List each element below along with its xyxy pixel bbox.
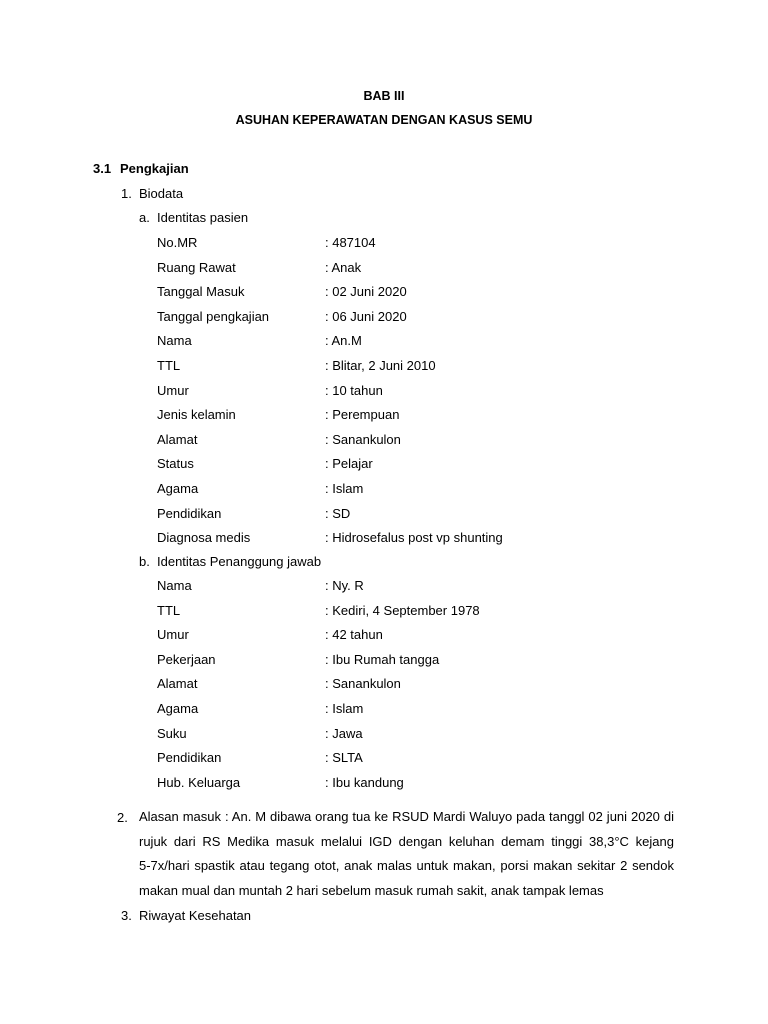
- field-value: : 487104: [325, 235, 376, 250]
- field-value: : 42 tahun: [325, 627, 383, 643]
- sub-a-label: Identitas pasien: [157, 210, 249, 225]
- field-value: : Ny. R: [325, 578, 364, 593]
- field-value: : SLTA: [325, 750, 363, 766]
- field-value: : 02 Juni 2020: [325, 284, 407, 300]
- field-label: Pendidikan: [157, 505, 222, 521]
- field-value: : Ibu Rumah tangga: [325, 651, 440, 667]
- sub-b-letter: b.: [139, 554, 150, 569]
- sub-b-label: Identitas Penanggung jawab: [157, 554, 322, 569]
- field-label: Pekerjaan: [157, 651, 216, 667]
- field-value: : An.M: [325, 333, 362, 349]
- paragraph-line: Alasan masuk : An. M dibawa orang tua ke RSUD Mardi Waluyo pada tanggl 02 juni 2020 di: [139, 809, 674, 824]
- field-label: TTL: [157, 602, 181, 618]
- paragraph-line: makan mual dan muntah 2 hari sebelum masuk rumah sakit, anak tampak lemas: [139, 882, 604, 898]
- field-label: Pendidikan: [157, 750, 222, 766]
- field-value: : Pelajar: [325, 456, 373, 472]
- field-value: : Islam: [325, 701, 364, 716]
- sub-a-letter: a.: [139, 210, 150, 225]
- field-label: Diagnosa medis: [157, 530, 251, 546]
- field-value: : Perempuan: [325, 407, 400, 423]
- section-title: Pengkajian: [120, 161, 189, 176]
- field-label: Alamat: [157, 431, 198, 447]
- chapter-title: ASUHAN KEPERAWATAN DENGAN KASUS SEMU: [235, 113, 533, 127]
- field-value: : 10 tahun: [325, 382, 383, 398]
- field-value: : Sanankulon: [325, 676, 401, 692]
- field-label: Status: [157, 456, 194, 472]
- field-value: : Sanankulon: [325, 431, 401, 447]
- field-label: No.MR: [157, 235, 198, 250]
- field-value: : Islam: [325, 481, 364, 496]
- field-value: : SD: [325, 505, 351, 521]
- paragraph-line: 5-7x/hari spastik atau tegang otot, anak malas untuk makan, porsi makan sekitar 2 sendok: [139, 858, 674, 873]
- section-number: 3.1: [93, 161, 112, 176]
- field-label: Alamat: [157, 676, 198, 692]
- field-label: Umur: [157, 382, 189, 398]
- field-label: Tanggal pengkajian: [157, 308, 270, 324]
- field-value: : Anak: [325, 259, 362, 275]
- item-2-paragraph: [139, 805, 674, 903]
- field-label: Jenis kelamin: [157, 407, 236, 423]
- field-label: Nama: [157, 333, 192, 349]
- field-value: : Hidrosefalus post vp shunting: [325, 530, 503, 546]
- item-2-number: 2.: [117, 810, 128, 825]
- field-label: Hub. Keluarga: [157, 774, 241, 790]
- item-3-label: Riwayat Kesehatan: [139, 908, 252, 923]
- field-label: TTL: [157, 358, 181, 373]
- paragraph-line: rujuk dari RS Medika masuk melalui IGD dengan keluhan demam tinggi 38,3°C kejang: [139, 833, 674, 849]
- item-1-number: 1.: [121, 186, 132, 201]
- field-label: Umur: [157, 627, 189, 643]
- item-1-label: Biodata: [139, 186, 184, 201]
- field-value: : Jawa: [325, 725, 363, 741]
- chapter-heading: BAB III: [363, 89, 405, 103]
- field-label: Suku: [157, 725, 187, 741]
- field-label: Nama: [157, 578, 192, 593]
- field-label: Agama: [157, 481, 199, 496]
- field-value: : Ibu kandung: [325, 774, 404, 790]
- field-value: : Kediri, 4 September 1978: [325, 602, 480, 618]
- field-value: : 06 Juni 2020: [325, 308, 407, 324]
- item-3-number: 3.: [121, 908, 132, 923]
- field-value: : Blitar, 2 Juni 2010: [325, 358, 436, 373]
- field-label: Ruang Rawat: [157, 259, 236, 275]
- field-label: Tanggal Masuk: [157, 284, 245, 300]
- field-label: Agama: [157, 701, 199, 716]
